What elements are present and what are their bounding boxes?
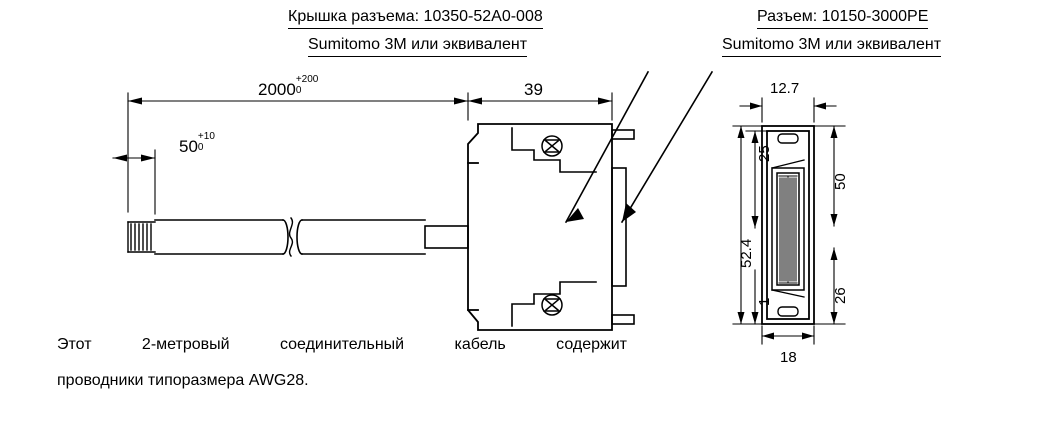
dimension-18: [762, 326, 814, 344]
note-line-2-text: проводники типоразмера AWG28.: [57, 372, 309, 389]
callout-cover-subtitle: Sumitomo 3M или эквивалент: [308, 36, 527, 57]
connector-tabs: [612, 130, 634, 324]
dimension-12-7: [740, 98, 836, 122]
dimension-50: [113, 150, 155, 214]
dimension-50-value: 50: [179, 137, 198, 156]
dimension-39-label: 39: [524, 80, 543, 99]
dimension-52-4-label: 52.4: [738, 238, 755, 268]
dimension-2000-tol-plus: +200: [295, 74, 319, 85]
dimension-2000-tol-minus: 0: [295, 85, 302, 96]
connector-face-plate: [612, 168, 626, 286]
dimension-50-tol-plus: +10: [197, 131, 215, 142]
dimension-1-label: 1: [756, 297, 773, 306]
cable-break: [290, 218, 293, 256]
dimension-50-label: [179, 131, 222, 157]
cable-strain-relief: [425, 226, 468, 248]
cable-jacket-left: [155, 220, 288, 254]
callout-connector-subtitle: Sumitomo 3M или эквивалент: [722, 36, 941, 57]
callout-connector-title: Разъем: 10150-3000PE: [757, 8, 928, 29]
dimension-18-label: 18: [780, 349, 797, 366]
dimension-26-label: 26: [832, 287, 849, 304]
note-line-1-text: Этот 2-метровый соединительный кабель содержит: [57, 336, 627, 353]
connector-screw-top: [542, 136, 562, 156]
dimension-26: [814, 248, 845, 324]
dimension-2000-value: 2000: [258, 80, 296, 99]
note-line-1: [57, 330, 627, 360]
dimension-50-right-label: 50: [832, 173, 849, 190]
callout-cover-title: Крышка разъема: 10350-52A0-008: [288, 8, 543, 29]
connector-pin-rows: [779, 176, 797, 283]
cable-jacket-right: [297, 220, 425, 254]
cable-stripped-end: [128, 222, 155, 252]
dimension-25-label: 25: [756, 145, 773, 162]
connector-screw-bottom: [542, 295, 562, 315]
dimension-2000-label: [258, 74, 320, 100]
note-line-2: [57, 366, 309, 396]
dimension-50-tol-minus: 0: [197, 142, 204, 153]
connector-side-body: [468, 124, 612, 330]
dimension-12-7-label: 12.7: [770, 80, 800, 97]
connector-latch-plates: [512, 128, 596, 326]
